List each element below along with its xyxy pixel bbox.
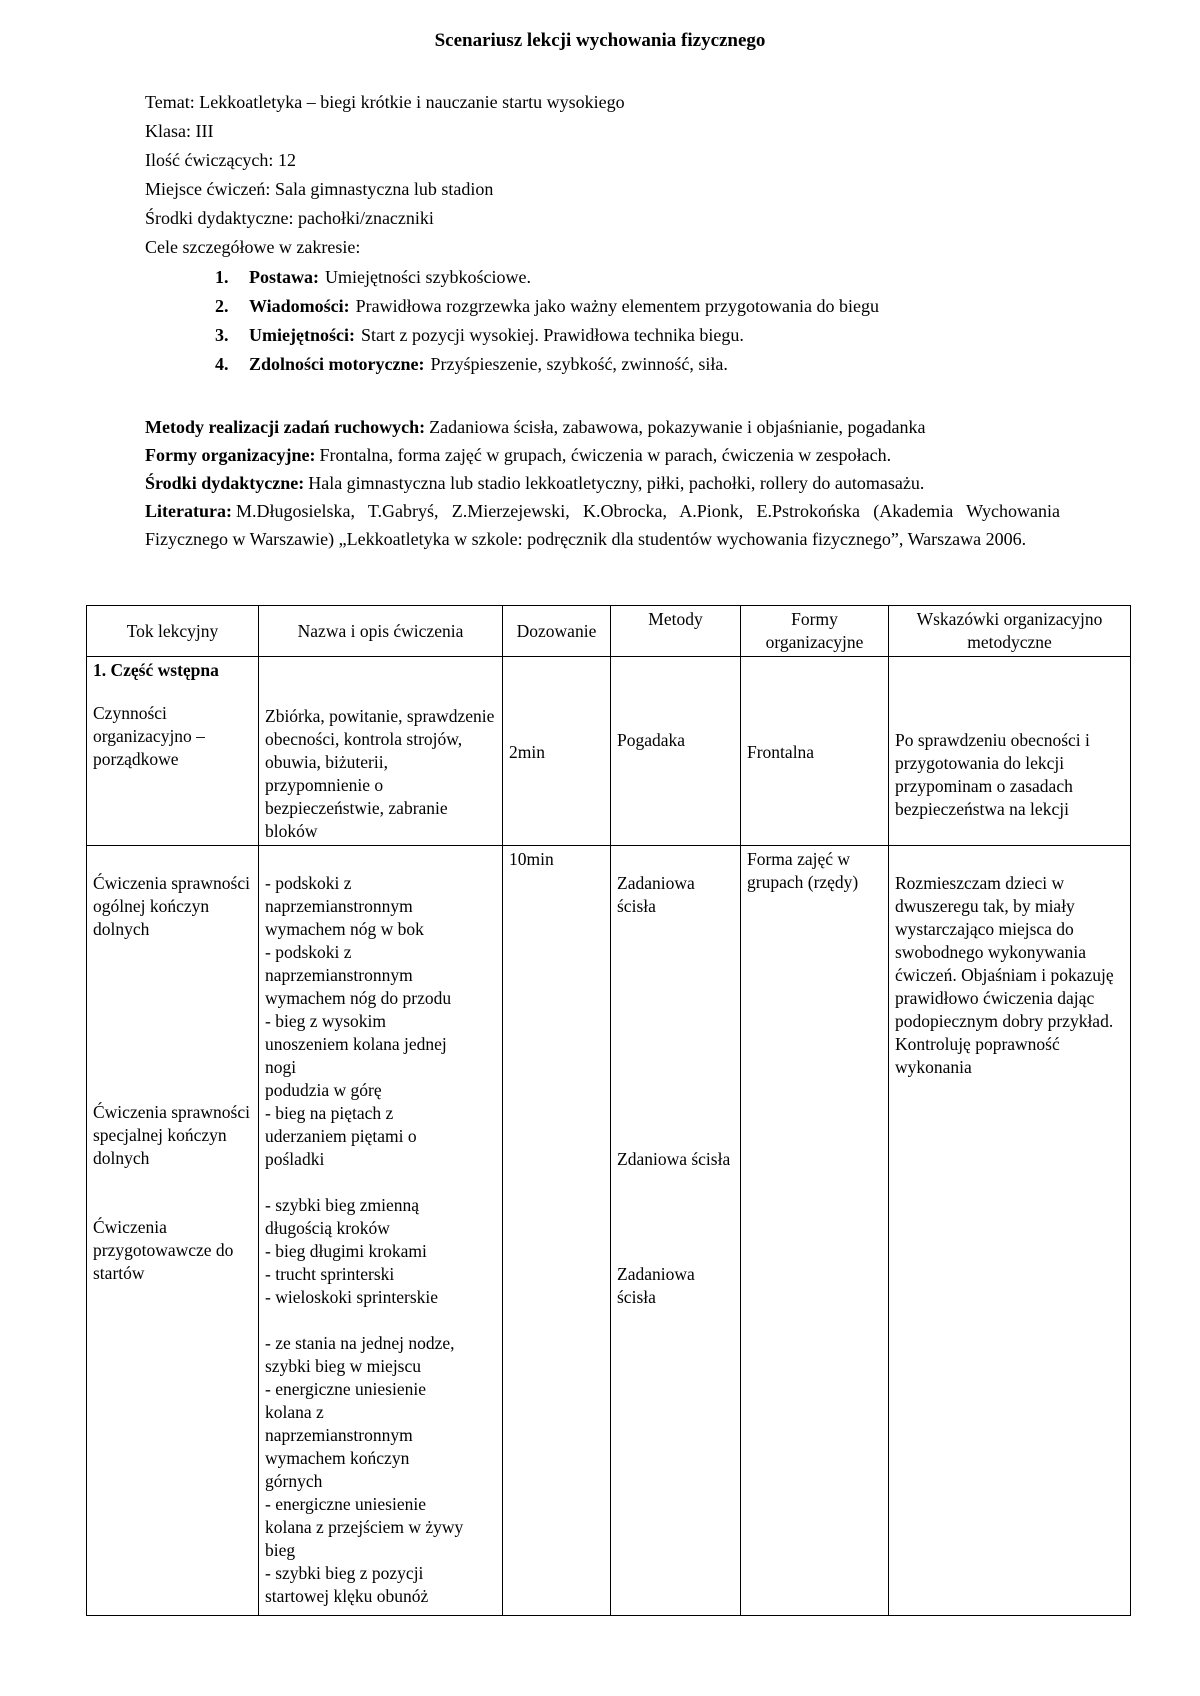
cell-formy: Frontalna <box>741 657 889 846</box>
cell-metody: Zadaniowa ścisła Zdaniowa ścisła Zadaniowa ścisła <box>611 846 741 1616</box>
methods-section <box>145 413 1060 553</box>
cell-nazwa: Zbiórka, powitanie, sprawdzenie obecności, kontrola strojów, obuwia, biżuterii, przypomnienie o bezpieczeństwie, zabranie bloków <box>259 657 503 846</box>
aids-line: Środki dydaktyczne: Hala gimnastyczna lub stadio lekkoatletyczny, piłki, pachołki, rollery do automasażu. <box>145 473 925 493</box>
table-row <box>87 846 1131 1616</box>
section-title: 1. Część wstępna <box>93 660 219 680</box>
meta-place: Miejsce ćwiczeń: Sala gimnastyczna lub stadion <box>145 179 494 199</box>
cell-wskazowki: Rozmieszczam dzieci w dwuszeregu tak, by miały wystarczająco miejsca do swobodnego wykonywania ćwiczeń. Objaśniam i pokazuję prawidłowo ćwiczenia dając podopiecznym dobry przykład. Kontroluję poprawność wykonania <box>889 846 1131 1616</box>
header-metody: Metody <box>611 606 741 657</box>
goal-item: 4. Zdolności motoryczne: Przyśpieszenie, szybkość, zwinność, siła. <box>215 354 728 374</box>
goal-item: 1. Postawa: Umiejętności szybkościowe. <box>215 267 531 287</box>
meta-topic: Temat: Lekkoatletyka – biegi krótkie i nauczanie startu wysokiego <box>145 92 625 112</box>
goals-list <box>215 263 879 379</box>
forms-line: Formy organizacyjne: Frontalna, forma zajęć w grupach, ćwiczenia w parach, ćwiczenia w zespołach. <box>145 445 892 465</box>
meta-class: Klasa: III <box>145 121 214 141</box>
document-title: Scenariusz lekcji wychowania fizycznego <box>434 30 766 51</box>
lesson-meta <box>145 88 1065 262</box>
goal-item: 3. Umiejętności: Start z pozycji wysokiej. Prawidłowa technika biegu. <box>215 325 744 345</box>
cell-dozowanie: 2min <box>503 657 611 846</box>
cell-formy: Forma zajęć w grupach (rzędy) <box>741 846 889 1616</box>
header-formy: Formy organizacyjne <box>741 606 889 657</box>
goal-item: 2. Wiadomości: Prawidłowa rozgrzewka jako ważny elementem przygotowania do biegu <box>215 296 879 316</box>
cell-tok: Ćwiczenia sprawności ogólnej kończyn dolnych Ćwiczenia sprawności specjalnej kończyn dolnych Ćwiczenia przygotowawcze do startów <box>87 846 259 1616</box>
cell-wskazowki: Po sprawdzeniu obecności i przygotowania do lekcji przypominam o zasadach bezpieczeństwa na lekcji <box>889 657 1131 846</box>
header-nazwa: Nazwa i opis ćwiczenia <box>259 606 503 657</box>
cell-metody: Pogadaka <box>611 657 741 846</box>
literature-line: Literatura: M.Długosielska, T.Gabryś, Z.Mierzejewski, K.Obrocka, A.Pionk, E.Pstrokońska (Akademia Wychowania Fizycznego w Warszawie) „Lekkoatletyka w szkole: podręcznik dla studentów wychowania fizycznego”, Warszawa 2006. <box>145 501 1060 549</box>
header-dozowanie: Dozowanie <box>503 606 611 657</box>
cell-dozowanie: 10min <box>503 846 611 1616</box>
header-wskazowki: Wskazówki organizacyjno metodyczne <box>889 606 1131 657</box>
cell-tok: 1. Część wstępna Czynności organizacyjno – porządkowe <box>87 657 259 846</box>
table-row <box>87 657 1131 846</box>
header-tok: Tok lekcyjny <box>87 606 259 657</box>
methods-line: Metody realizacji zadań ruchowych: Zadaniowa ścisła, zabawowa, pokazywanie i objaśnianie, pogadanka <box>145 417 926 437</box>
cell-nazwa: - podskoki z naprzemianstronnym wymachem nóg w bok - podskoki z naprzemianstronnym wymachem nóg do przodu - bieg z wysokim unoszeniem kolana jednej nogi podudzia w górę - bieg na piętach z uderzaniem piętami o pośladki - szybki bieg zmienną długością kroków - bieg długimi krokami - trucht sprinterski - wieloskoki sprinterskie - ze stania na jednej nodze, szybki bieg w miejscu - energiczne uniesienie kolana z naprzemianstronnym wymachem kończyn górnych - energiczne uniesienie kolana z przejściem w żywy bieg - szybki bieg z pozycji startowej klęku obunóż <box>259 846 503 1616</box>
meta-participants: Ilość ćwiczących: 12 <box>145 150 296 170</box>
lesson-table <box>86 605 1131 1616</box>
meta-goals-heading: Cele szczegółowe w zakresie: <box>145 237 361 257</box>
meta-aids: Środki dydaktyczne: pachołki/znaczniki <box>145 208 434 228</box>
table-header-row <box>87 606 1131 657</box>
